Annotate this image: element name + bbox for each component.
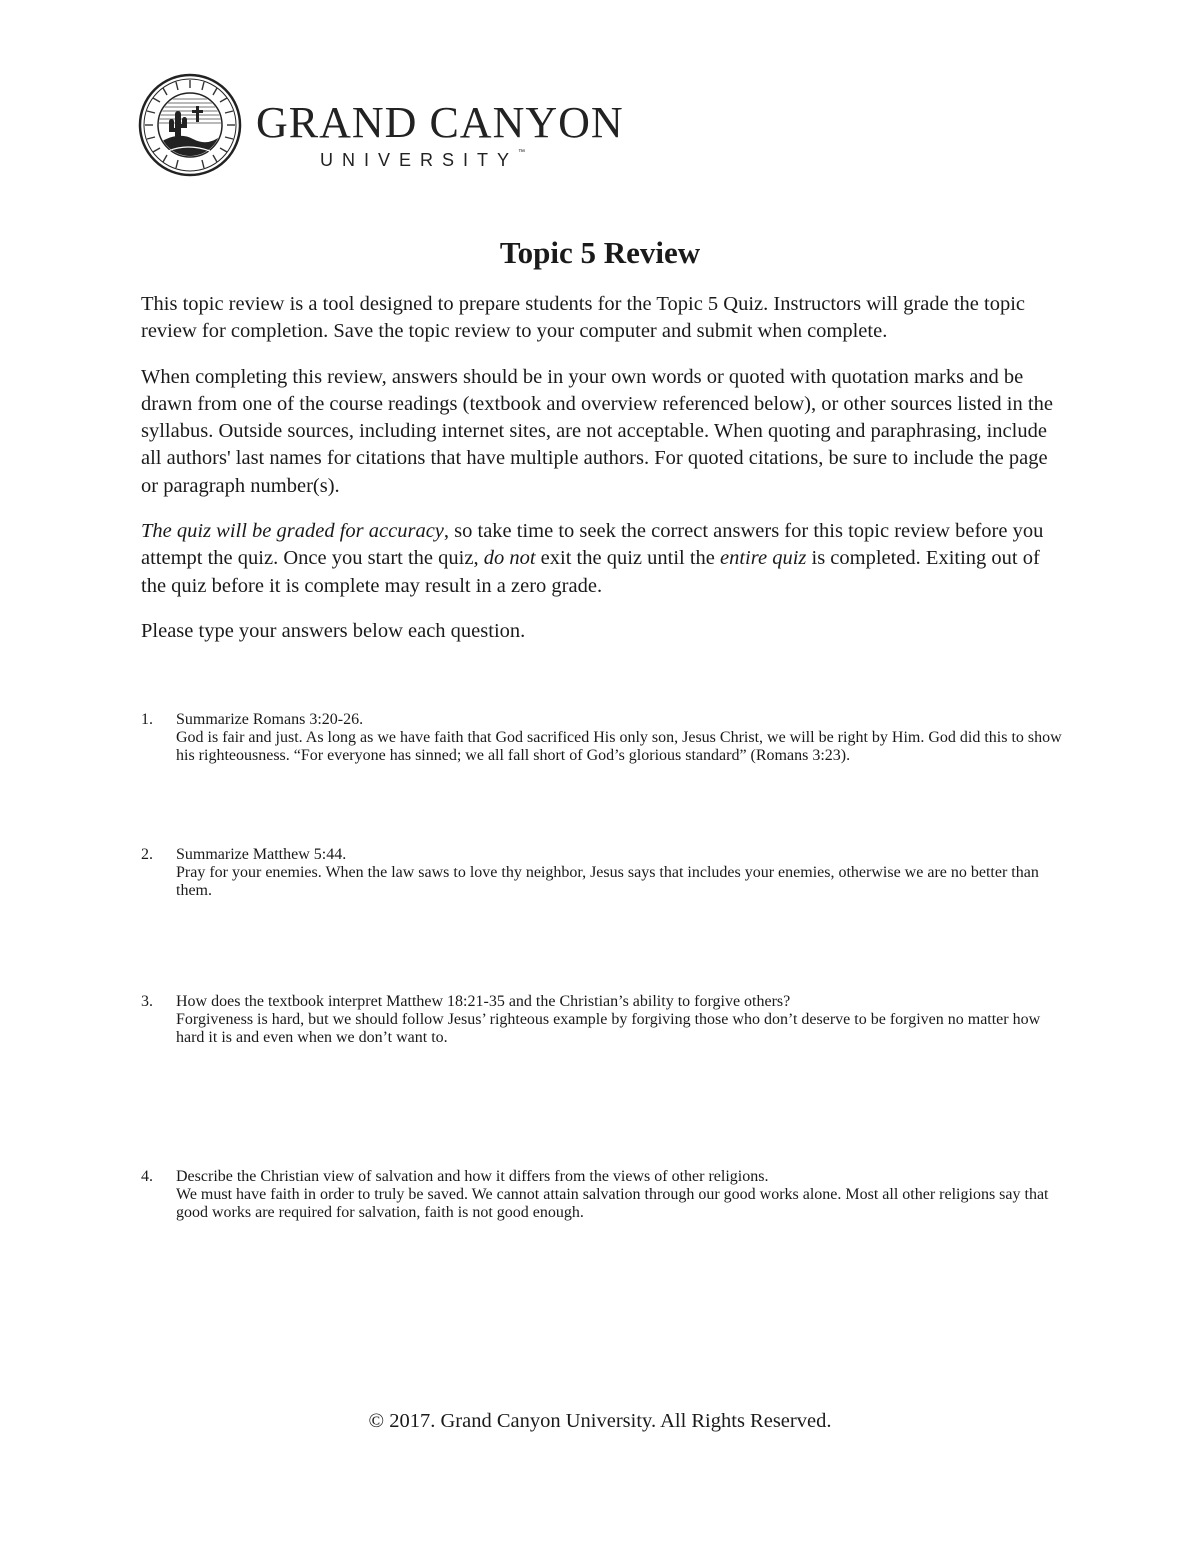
wordmark-university xyxy=(320,151,525,169)
question-number: 3. xyxy=(141,993,153,1010)
question-body xyxy=(176,711,1066,765)
question-text: Summarize Romans 3:20-26. xyxy=(176,711,364,728)
university-seal-icon xyxy=(138,73,243,178)
page-title: Topic 5 Review xyxy=(499,235,701,270)
question-text: How does the textbook interpret Matthew 18:21-35 and the Christian’s ability to forgive others? xyxy=(176,993,791,1010)
intro-paragraph-3 xyxy=(141,518,1066,600)
university-logo xyxy=(138,73,628,178)
question-number: 1. xyxy=(141,711,153,728)
answer-text: God is fair and just. As long as we have faith that God sacrificed His only son, Jesus Christ, we will be right by Him. God did this to show his righteousness. “For everyone has sinned; we all fall short of God’s glorious standard” (Romans 3:23). xyxy=(176,729,1062,764)
answer-text: Pray for your enemies. When the law saws to love thy neighbor, Jesus says that includes your enemies, otherwise we are no better than them. xyxy=(176,864,1039,899)
answer-text: Forgiveness is hard, but we should follow Jesus’ righteous example by forgiving those who don’t deserve to be forgiven no matter how hard it is and even when we don’t want to. xyxy=(176,1011,1041,1046)
question-number: 2. xyxy=(141,846,153,863)
copyright-footer: © 2017. Grand Canyon University. All Rights Reserved. xyxy=(368,1410,832,1432)
wordmark-university-text: UNIVERSITY xyxy=(320,150,519,170)
question-text: Describe the Christian view of salvation and how it differs from the views of other religions. xyxy=(176,1168,769,1185)
intro-section xyxy=(141,291,1066,663)
intro-paragraph-1: This topic review is a tool designed to prepare students for the Topic 5 Quiz. Instructors will grade the topic review for completion. Save the topic review to your computer and submit when complete. xyxy=(141,293,1026,343)
italic-do-not: do not xyxy=(483,547,536,570)
answer-text: We must have faith in order to truly be saved. We cannot attain salvation through our good works alone. Most all other religions say that good works are required for salvation, faith is not good enough. xyxy=(176,1186,1049,1221)
intro-paragraph-2: When completing this review, answers should be in your own words or quoted with quotation marks and be drawn from one of the course readings (textbook and overview referenced below), or other sources listed in the syllabus. Outside sources, including internet sites, are not acceptable. When quoting and paraphrasing, include all authors' last names for citations that have multiple authors. For quoted citations, be sure to include the page or paragraph number(s). xyxy=(141,365,1053,497)
question-text: Summarize Matthew 5:44. xyxy=(176,846,347,863)
question-number: 4. xyxy=(141,1168,153,1185)
intro-p3-text-3: is completed. Exiting out of the quiz before it is complete may result in a zero grade. xyxy=(141,547,1040,597)
intro-p3-text-2: exit the quiz until the xyxy=(535,547,721,570)
intro-paragraph-4: Please type your answers below each question. xyxy=(141,619,526,642)
italic-graded-accuracy: The quiz will be graded for accuracy xyxy=(141,520,444,543)
question-body xyxy=(176,993,1066,1047)
trademark-symbol: ™ xyxy=(518,149,526,156)
wordmark-grand-canyon: GRAND CANYON xyxy=(256,98,624,147)
italic-entire-quiz: entire quiz xyxy=(720,547,807,570)
intro-p3-text-1: , so take time to seek the correct answers for this topic review before you attempt the quiz. Once you start the quiz, xyxy=(141,520,1044,570)
question-body xyxy=(176,1168,1066,1222)
question-body xyxy=(176,846,1066,900)
